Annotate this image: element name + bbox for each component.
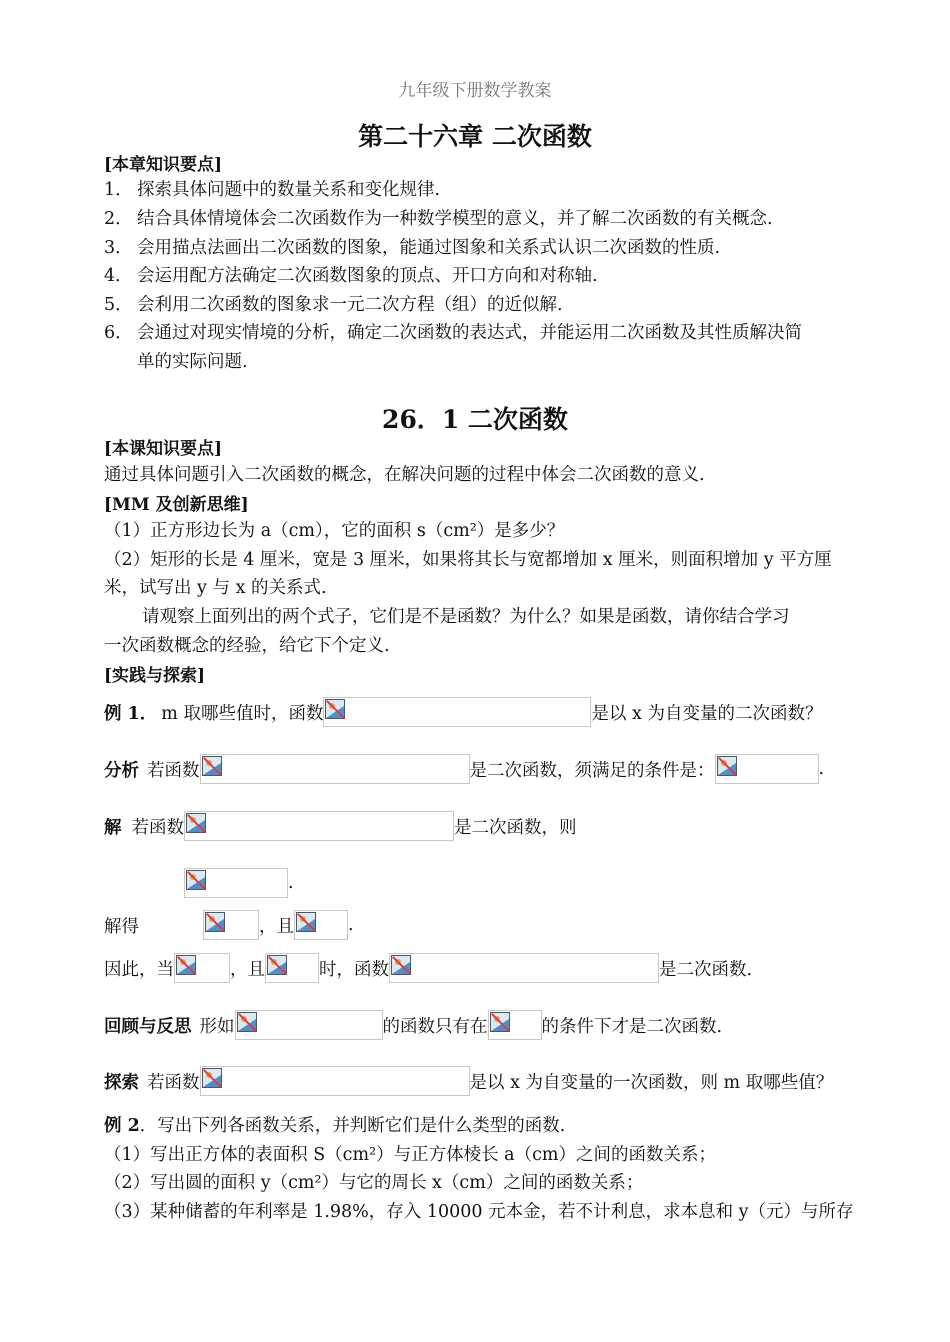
therefore-row: 因此，当 ，且 时，函数 是二次函数. bbox=[104, 953, 752, 983]
solution-condition-row: . bbox=[184, 868, 294, 898]
broken-image-icon bbox=[186, 870, 206, 890]
formula-image-placeholder bbox=[235, 1010, 383, 1040]
explore-label: 探索 bbox=[104, 1072, 139, 1093]
solution-label: 解 bbox=[104, 817, 122, 838]
chapter-title: 第二十六章 二次函数 bbox=[358, 122, 592, 151]
example-2-item-3: （3）某种储蓄的年利率是 1.98%，存入 10000 元本金，若不计利息，求本息和 y（元）与所存 bbox=[104, 1202, 854, 1222]
broken-image-icon bbox=[186, 813, 206, 833]
broken-image-icon bbox=[717, 756, 737, 776]
chapter-point-5: 5． 会利用二次函数的图象求一元二次方程（组）的近似解. bbox=[104, 295, 563, 315]
broken-image-icon bbox=[325, 699, 345, 719]
mm-paragraph-line-1: 请观察上面列出的两个式子，它们是不是函数？为什么？如果是函数，请你结合学习 bbox=[142, 607, 790, 627]
chapter-point-6-cont: 单的实际问题. bbox=[137, 352, 248, 372]
broken-image-icon bbox=[490, 1012, 510, 1032]
example-2-item-2: （2）写出圆的面积 y（cm²）与它的周长 x（cm）之间的函数关系； bbox=[104, 1173, 644, 1193]
formula-image-placeholder bbox=[488, 1010, 542, 1040]
lesson-points-heading: [本课知识要点] bbox=[104, 439, 223, 459]
chapter-point-4: 4． 会运用配方法确定二次函数图象的顶点、开口方向和对称轴. bbox=[104, 266, 598, 286]
formula-image-placeholder bbox=[294, 910, 348, 940]
mm-heading: [MM 及创新思维] bbox=[104, 495, 249, 515]
chapter-point-1: 1． 探索具体问题中的数量关系和变化规律. bbox=[104, 180, 441, 200]
solution-row: 解 若函数 是二次函数，则 bbox=[104, 811, 577, 841]
chapter-point-3: 3． 会用描点法画出二次函数的图象，能通过图象和关系式认识二次函数的性质. bbox=[104, 238, 721, 258]
broken-image-icon bbox=[296, 912, 316, 932]
example-1-row: 例 1． m 取哪些值时，函数 是以 x 为自变量的二次函数？ bbox=[104, 697, 822, 727]
mm-paragraph-line-2: 一次函数概念的经验，给它下个定义. bbox=[104, 636, 390, 656]
formula-image-placeholder bbox=[200, 754, 470, 784]
mm-question-1: （1）正方形边长为 a（cm），它的面积 s（cm²）是多少？ bbox=[104, 521, 565, 541]
formula-image-placeholder bbox=[174, 953, 230, 983]
example-2-row: 例 2．写出下列各函数关系，并判断它们是什么类型的函数. bbox=[104, 1116, 566, 1136]
formula-image-placeholder bbox=[203, 910, 259, 940]
review-label: 回顾与反思 bbox=[104, 1016, 192, 1037]
example-2-label: 例 2 bbox=[104, 1116, 140, 1136]
chapter-point-2: 2． 结合具体情境体会二次函数作为一种数学模型的意义，并了解二次函数的有关概念. bbox=[104, 209, 773, 229]
section-title: 26．1 二次函数 bbox=[382, 405, 568, 434]
explore-row: 探索 若函数 是以 x 为自变量的一次函数，则 m 取哪些值？ bbox=[104, 1066, 833, 1096]
formula-image-placeholder bbox=[715, 754, 819, 784]
formula-image-placeholder bbox=[200, 1066, 470, 1096]
broken-image-icon bbox=[202, 1068, 222, 1088]
example-1-label: 例 1． bbox=[104, 703, 158, 724]
formula-image-placeholder bbox=[389, 953, 659, 983]
formula-image-placeholder bbox=[323, 697, 591, 727]
chapter-point-6: 6． 会通过对现实情境的分析，确定二次函数的表达式，并能运用二次函数及其性质解决简 bbox=[104, 323, 802, 343]
solved-row: 解得 ，且 . bbox=[104, 910, 354, 940]
broken-image-icon bbox=[205, 912, 225, 932]
formula-image-placeholder bbox=[184, 811, 454, 841]
broken-image-icon bbox=[267, 955, 287, 975]
mm-question-2-line-1: （2）矩形的长是 4 厘米，宽是 3 厘米，如果将其长与宽都增加 x 厘米，则面积增加 y 平方厘 bbox=[104, 550, 832, 570]
page-header: 九年级下册数学教案 bbox=[398, 81, 552, 101]
formula-image-placeholder bbox=[265, 953, 319, 983]
broken-image-icon bbox=[391, 955, 411, 975]
broken-image-icon bbox=[176, 955, 196, 975]
practice-heading: [实践与探索] bbox=[104, 666, 206, 686]
analysis-label: 分析 bbox=[104, 760, 139, 781]
review-row: 回顾与反思 形如 的函数只有在 的条件下才是二次函数. bbox=[104, 1010, 722, 1040]
lesson-points-text: 通过具体问题引入二次函数的概念，在解决问题的过程中体会二次函数的意义. bbox=[104, 465, 705, 485]
example-2-item-1: （1）写出正方体的表面积 S（cm²）与正方体棱长 a（cm）之间的函数关系； bbox=[104, 1145, 716, 1165]
chapter-points-heading: [本章知识要点] bbox=[104, 155, 223, 175]
broken-image-icon bbox=[237, 1012, 257, 1032]
broken-image-icon bbox=[202, 756, 222, 776]
formula-image-placeholder bbox=[184, 868, 288, 898]
mm-question-2-line-2: 米，试写出 y 与 x 的关系式. bbox=[104, 578, 327, 598]
analysis-row: 分析 若函数 是二次函数，须满足的条件是： . bbox=[104, 754, 824, 784]
